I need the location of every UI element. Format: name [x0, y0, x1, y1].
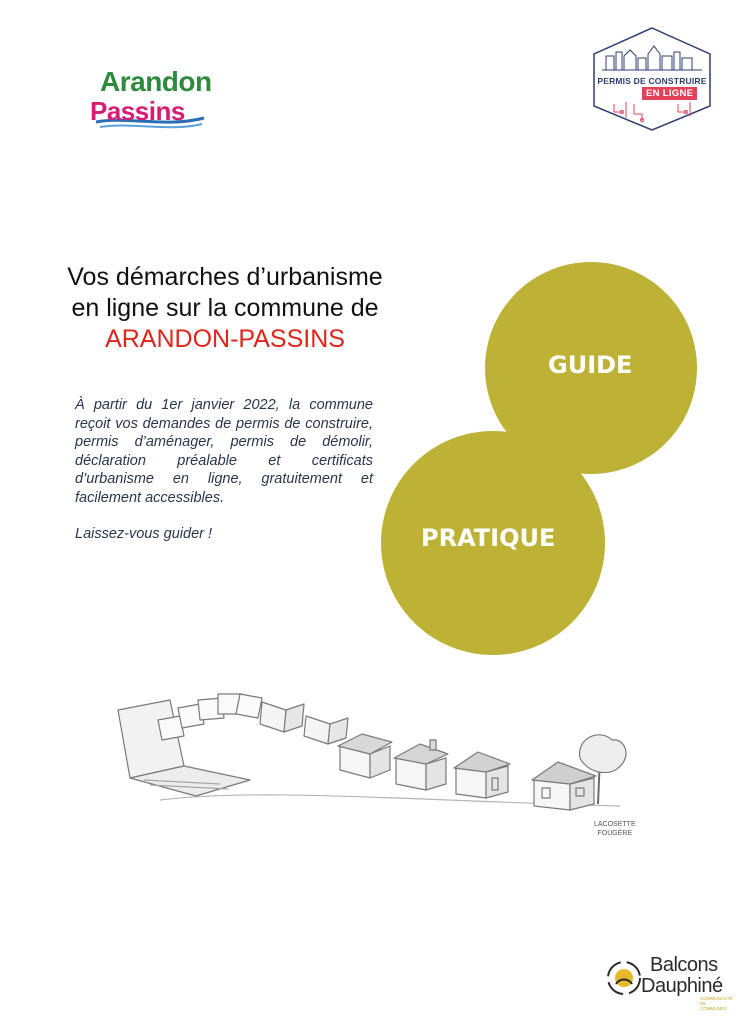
- laptop-to-houses-illustration: [100, 680, 640, 850]
- commune-logo-line1: Arandon: [100, 66, 212, 97]
- signature-line1: LACOSETTE: [594, 821, 636, 828]
- pratique-label: PRATIQUE: [421, 524, 556, 552]
- balcons-logo-line3: COMMUNAUTÉ DE COMMUNES: [700, 996, 733, 1011]
- title-line1: Vos démarches d’urbanisme: [67, 263, 383, 291]
- intro-paragraph: À partir du 1er janvier 2022, la commune reçoit vos demandes de permis de construire, permis d’aménager, permis de démolir, déclaration préalable et certificats d’urbanisme en ligne, gratuitement et facilement accessibles.: [75, 397, 373, 506]
- permis-logo: [590, 26, 714, 132]
- balcons-logo-line1: Balcons: [650, 954, 718, 976]
- intro-text: [75, 396, 373, 544]
- intro-tagline: Laissez-vous guider !: [75, 526, 213, 542]
- guide-label: GUIDE: [548, 351, 633, 379]
- balcons-logo: [600, 954, 733, 1012]
- illustration-signature: [594, 820, 636, 838]
- permis-logo-line1: PERMIS DE CONSTRUIRE: [597, 76, 707, 86]
- balcons-logo-emblem: [604, 958, 644, 998]
- title-line2: en ligne sur la commune de: [71, 294, 379, 322]
- balcons-logo-line2: Dauphiné: [641, 975, 723, 997]
- signature-line2: FOUGÈRE: [597, 830, 633, 837]
- commune-logo: [86, 66, 214, 138]
- permis-logo-line2: EN LIGNE: [642, 87, 697, 100]
- title-commune: ARANDON-PASSINS: [105, 325, 345, 353]
- commune-logo-line2: Passins: [90, 96, 185, 126]
- page-title: [20, 262, 430, 355]
